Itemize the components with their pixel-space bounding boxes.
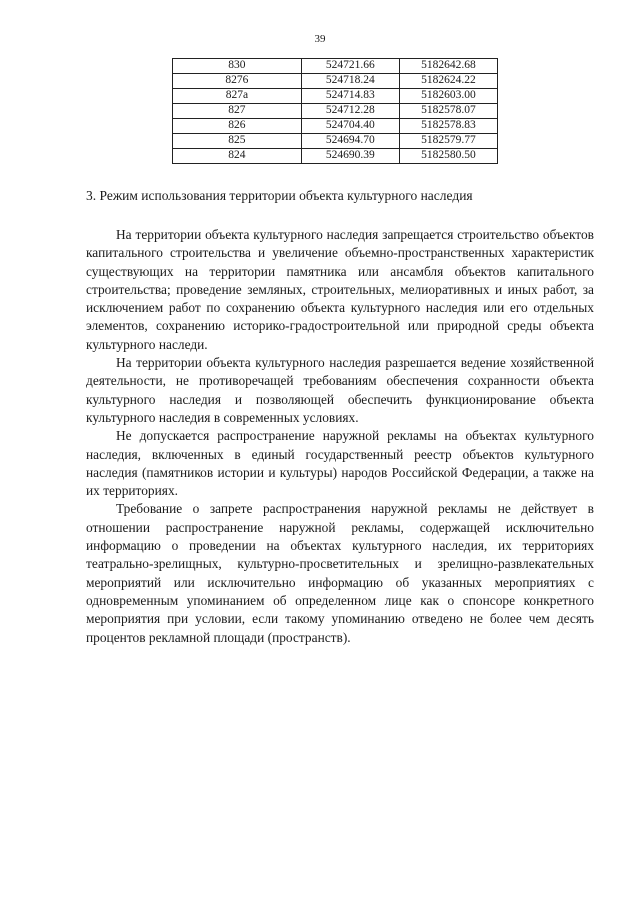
y-coordinate-cell: 5182642.68 [399, 59, 497, 74]
table-row [173, 149, 498, 164]
y-coordinate-cell: 5182578.83 [399, 119, 497, 134]
x-coordinate-cell: 524712.28 [301, 104, 399, 119]
x-coordinate-cell: 524694.70 [301, 134, 399, 149]
page-number: 39 [314, 33, 326, 45]
y-coordinate-cell: 5182624.22 [399, 74, 497, 89]
point-number-cell: 8276 [173, 74, 302, 89]
y-coordinate-cell: 5182580.50 [399, 149, 497, 164]
x-coordinate-cell: 524690.39 [301, 149, 399, 164]
table-row [173, 74, 498, 89]
table-row [173, 59, 498, 74]
paragraph-advertising-exception: Требование о запрете распространения наружной рекламы не действует в отношении распространение наружной рекламы, содержащей исключительно информацию о проведении на объектах культурного наследия, их территориях театрально-зрелищных, культурно-просветительных и зрелищно-развлекательных мероприятий или исключительно информацию об указанных мероприятиях с одновременным упоминанием об определенном лице как о спонсоре конкретного мероприятия при условии, если такому упоминанию отведено не более чем десять процентов рекламной площади (пространств). [86, 501, 594, 645]
y-coordinate-cell: 5182603.00 [399, 89, 497, 104]
x-coordinate-cell: 524721.66 [301, 59, 399, 74]
point-number-cell: 827 [173, 104, 302, 119]
y-coordinate-cell: 5182578.07 [399, 104, 497, 119]
x-coordinate-cell: 524704.40 [301, 119, 399, 134]
table-row [173, 104, 498, 119]
coordinates-table-body [173, 59, 498, 164]
point-number-cell: 824 [173, 149, 302, 164]
point-number-cell: 826 [173, 119, 302, 134]
table-row [173, 134, 498, 149]
y-coordinate-cell: 5182579.77 [399, 134, 497, 149]
x-coordinate-cell: 524714.83 [301, 89, 399, 104]
point-number-cell: 830 [173, 59, 302, 74]
table-row [173, 89, 498, 104]
point-number-cell: 825 [173, 134, 302, 149]
section-heading: 3. Режим использования территории объекта культурного наследия [86, 188, 473, 203]
section-body [86, 226, 594, 647]
paragraph-advertising-ban: Не допускается распространение наружной рекламы на объектах культурного наследия, включенных в единый государственный реестр объектов культурного наследия (памятников истории и культуры) народов Российской Федерации, а также на их территориях. [86, 428, 594, 499]
x-coordinate-cell: 524718.24 [301, 74, 399, 89]
paragraph-permitted-activity: На территории объекта культурного наследия разрешается ведение хозяйственной деятельности, не противоречащей требованиям обеспечения сохранности объекта культурного наследия и позволяющей обеспечить функционирование объекта культурного наследия в современных условиях. [86, 355, 594, 425]
coordinates-table [172, 58, 498, 164]
table-row [173, 119, 498, 134]
point-number-cell: 827a [173, 89, 302, 104]
paragraph-prohibitions: На территории объекта культурного наследия запрещается строительство объектов капитального строительства и увеличение объемно-пространственных характеристик существующих на территории памятника или ансамбля объектов капитального строительства; проведение земляных, строительных, мелиоративных и иных работ, за исключением работ по сохранению объекта культурного наследия или его отдельных элементов, сохранению историко-градостроительной или природной среды объекта культурного наследи. [86, 227, 594, 352]
